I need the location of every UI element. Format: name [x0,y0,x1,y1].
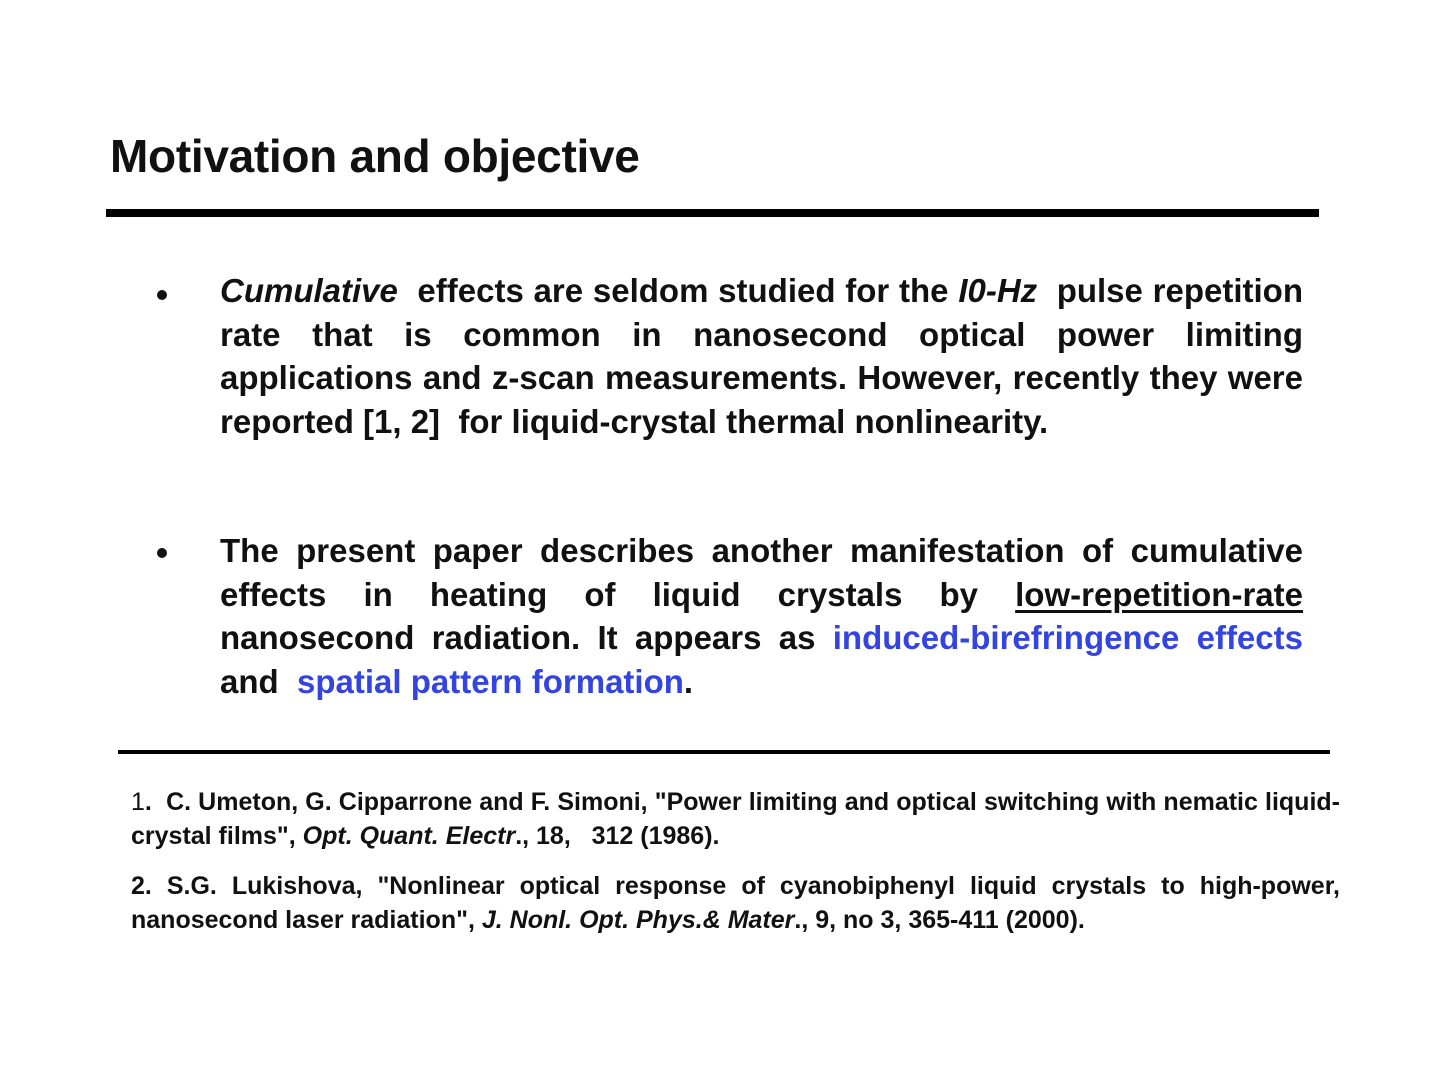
reference-1-details: ., 18, 312 (1986). [515,822,720,850]
bullet-1-part-4: pulse repetition rate that is common in nanosecond optical power limiting applications and z-scan measurements. However, recently they were reported [1, 2] for liquid-crystal thermal nonlinearity. [220,272,1313,440]
reference-1 [131,785,1340,853]
bullet-1-part-1: Cumulative [220,272,398,309]
bullet-2-part-3: nanosecond radiation. It appears as [220,619,833,656]
bullet-2-highlight-2: spatial pattern formation [297,662,684,700]
bullet-icon [157,290,167,300]
bullet-2-highlight-1: induced-birefringence effects [832,619,1303,656]
reference-2-journal: J. Nonl. Opt. Phys.& Mater [481,906,795,934]
bullet-2-underlined-term: low-repetition-rate [1015,575,1303,613]
bullet-item-2 [220,529,1322,703]
reference-2-details: ., 9, no 3, 365-411 (2000). [794,906,1085,934]
references-divider [118,750,1330,754]
bullet-1-part-3: I0-Hz [958,272,1038,309]
bullet-2-part-7: . [683,662,694,700]
bullet-1-part-2: effects are seldom studied for the [397,272,959,309]
slide-title: Motivation and objective [110,130,640,182]
reference-1-text: . C. Umeton, G. Cipparrone and F. Simoni, "Power limiting and optical switching with nematic liquid-crystal films", [131,788,1340,850]
bullet-item-1 [220,269,1313,443]
bullet-icon [157,548,167,558]
bullet-2-part-5: and [220,619,1322,700]
title-divider [106,209,1319,217]
reference-2-number: 2 [131,872,145,900]
reference-1-number: 1 [131,788,145,816]
reference-1-journal: Opt. Quant. Electr [302,822,516,850]
bullet-2-part-1: The present paper describes another manifestation of cumulative effects in heating of liquid crystals by [220,532,1303,613]
reference-2-text: . S.G. Lukishova, "Nonlinear optical response of cyanobiphenyl liquid crystals to high-power, nanosecond laser radiation", [131,872,1340,934]
reference-2 [131,869,1340,937]
